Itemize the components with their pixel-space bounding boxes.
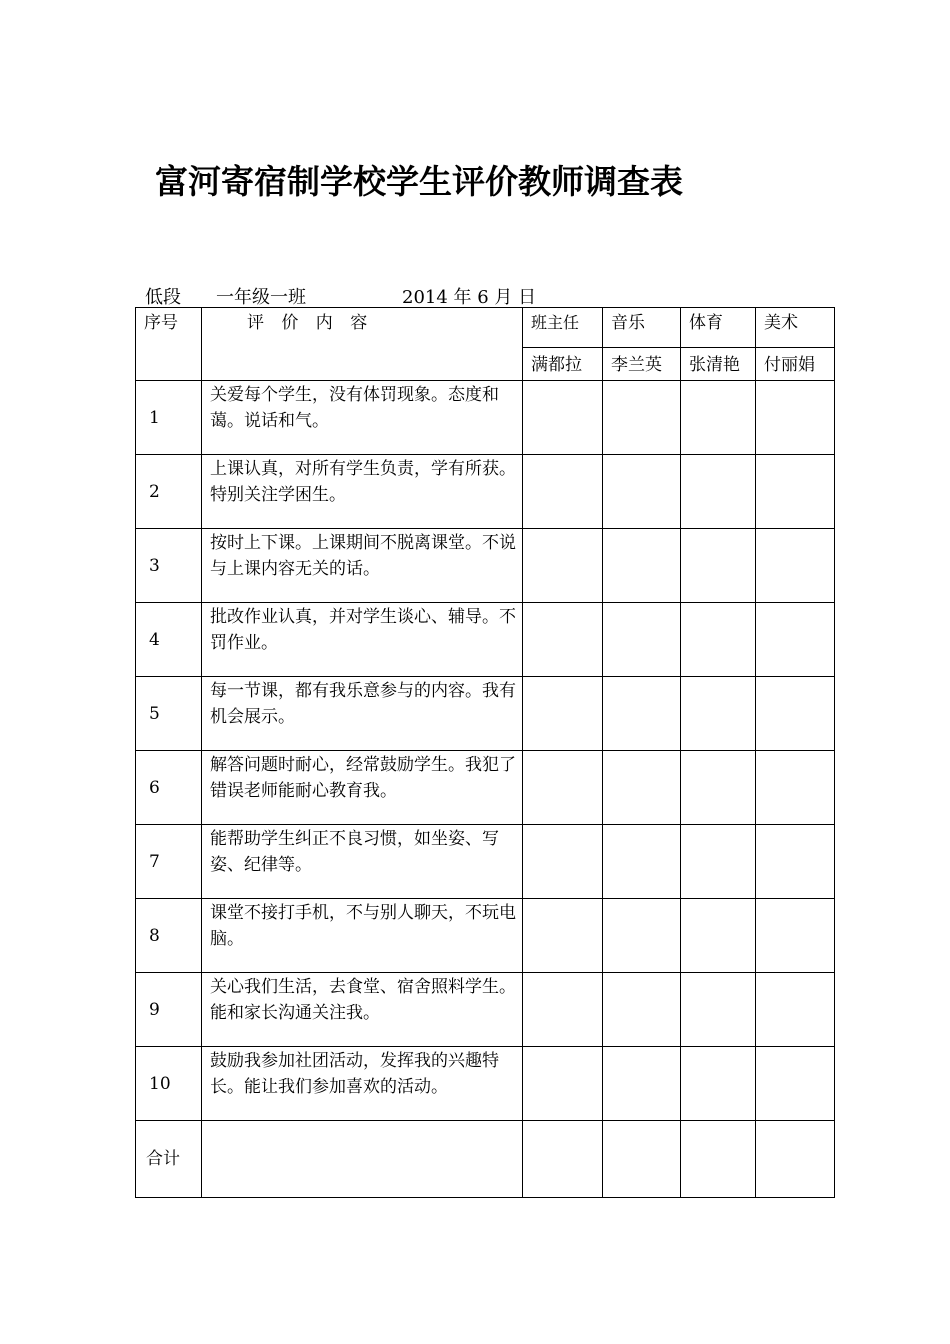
criterion-text: 解答问题时耐心，经常鼓励学生。我犯了错误老师能耐心教育我。 xyxy=(202,751,523,825)
rating-cell[interactable] xyxy=(756,677,835,751)
criterion-text: 鼓励我参加社团活动，发挥我的兴趣特长。能让我们参加喜欢的活动。 xyxy=(202,1047,523,1121)
evaluation-table xyxy=(135,307,835,1198)
table-row xyxy=(136,825,835,899)
rating-cell[interactable] xyxy=(756,529,835,603)
criterion-text: 每一节课，都有我乐意参与的内容。我有机会展示。 xyxy=(202,677,523,751)
rating-cell[interactable] xyxy=(603,825,681,899)
criterion-text: 批改作业认真，并对学生谈心、辅导。不罚作业。 xyxy=(202,603,523,677)
rating-cell[interactable] xyxy=(603,603,681,677)
teacher-name: 张清艳 xyxy=(681,348,756,381)
table-row xyxy=(136,1047,835,1121)
table-row xyxy=(136,973,835,1047)
row-number: 10 xyxy=(136,1047,202,1121)
row-number: 7 xyxy=(136,825,202,899)
rating-cell[interactable] xyxy=(523,455,603,529)
criterion-text: 上课认真，对所有学生负责，学有所获。特别关注学困生。 xyxy=(202,455,523,529)
page-title: 富河寄宿制学校学生评价教师调查表 xyxy=(155,162,683,201)
rating-cell[interactable] xyxy=(681,529,756,603)
teacher-name: 满都拉 xyxy=(523,348,603,381)
seq-header: 序号 xyxy=(136,308,202,381)
rating-cell[interactable] xyxy=(603,381,681,455)
rating-cell[interactable] xyxy=(603,751,681,825)
role-header-music: 音乐 xyxy=(603,308,681,348)
criterion-text: 课堂不接打手机，不与别人聊天，不玩电脑。 xyxy=(202,899,523,973)
table-row xyxy=(136,899,835,973)
row-number: 3 xyxy=(136,529,202,603)
row-number: 9 xyxy=(136,973,202,1047)
rating-cell[interactable] xyxy=(756,455,835,529)
survey-date: 2014 年 6 月 日 xyxy=(402,287,537,308)
rating-cell[interactable] xyxy=(681,677,756,751)
rating-cell[interactable] xyxy=(523,899,603,973)
rating-cell[interactable] xyxy=(681,973,756,1047)
row-number: 1 xyxy=(136,381,202,455)
rating-cell[interactable] xyxy=(603,973,681,1047)
rating-cell[interactable] xyxy=(523,1047,603,1121)
rating-cell[interactable] xyxy=(756,973,835,1047)
rating-cell[interactable] xyxy=(756,899,835,973)
rating-cell[interactable] xyxy=(681,899,756,973)
role-header-art: 美术 xyxy=(756,308,835,348)
total-row xyxy=(136,1121,835,1198)
criterion-text: 关心我们生活，去食堂、宿舍照料学生。能和家长沟通关注我。 xyxy=(202,973,523,1047)
total-cell[interactable] xyxy=(523,1121,603,1198)
content-header: 评 价 内 容 xyxy=(202,308,523,381)
rating-cell[interactable] xyxy=(756,381,835,455)
row-number: 8 xyxy=(136,899,202,973)
rating-cell[interactable] xyxy=(523,603,603,677)
role-header-head-teacher: 班主任 xyxy=(523,308,603,348)
rating-cell[interactable] xyxy=(523,381,603,455)
table-row xyxy=(136,751,835,825)
rating-cell[interactable] xyxy=(603,455,681,529)
total-cell[interactable] xyxy=(756,1121,835,1198)
rating-cell[interactable] xyxy=(523,751,603,825)
rating-cell[interactable] xyxy=(756,751,835,825)
table-row xyxy=(136,677,835,751)
segment-label: 低段 xyxy=(145,287,181,308)
rating-cell[interactable] xyxy=(523,825,603,899)
header-row xyxy=(136,308,835,348)
row-number: 5 xyxy=(136,677,202,751)
rating-cell[interactable] xyxy=(523,973,603,1047)
rating-cell[interactable] xyxy=(756,825,835,899)
teacher-name: 李兰英 xyxy=(603,348,681,381)
rating-cell[interactable] xyxy=(756,603,835,677)
criterion-text: 能帮助学生纠正不良习惯，如坐姿、写姿、纪律等。 xyxy=(202,825,523,899)
table-row xyxy=(136,381,835,455)
criterion-text: 按时上下课。上课期间不脱离课堂。不说与上课内容无关的话。 xyxy=(202,529,523,603)
rating-cell[interactable] xyxy=(523,677,603,751)
class-name: 一年级一班 xyxy=(216,287,306,308)
total-cell[interactable] xyxy=(603,1121,681,1198)
rating-cell[interactable] xyxy=(681,751,756,825)
criterion-text: 关爱每个学生，没有体罚现象。态度和蔼。说话和气。 xyxy=(202,381,523,455)
rating-cell[interactable] xyxy=(756,1047,835,1121)
rating-cell[interactable] xyxy=(603,529,681,603)
row-number: 4 xyxy=(136,603,202,677)
rating-cell[interactable] xyxy=(681,1047,756,1121)
rating-cell[interactable] xyxy=(681,381,756,455)
total-content-cell xyxy=(202,1121,523,1198)
total-label: 合计 xyxy=(136,1121,202,1198)
teacher-name: 付丽娟 xyxy=(756,348,835,381)
row-number: 6 xyxy=(136,751,202,825)
table-row xyxy=(136,529,835,603)
rating-cell[interactable] xyxy=(603,1047,681,1121)
rating-cell[interactable] xyxy=(603,899,681,973)
table-row xyxy=(136,455,835,529)
rating-cell[interactable] xyxy=(603,677,681,751)
rating-cell[interactable] xyxy=(681,825,756,899)
role-header-pe: 体育 xyxy=(681,308,756,348)
total-cell[interactable] xyxy=(681,1121,756,1198)
rating-cell[interactable] xyxy=(681,603,756,677)
table-row xyxy=(136,603,835,677)
rating-cell[interactable] xyxy=(681,455,756,529)
rating-cell[interactable] xyxy=(523,529,603,603)
row-number: 2 xyxy=(136,455,202,529)
